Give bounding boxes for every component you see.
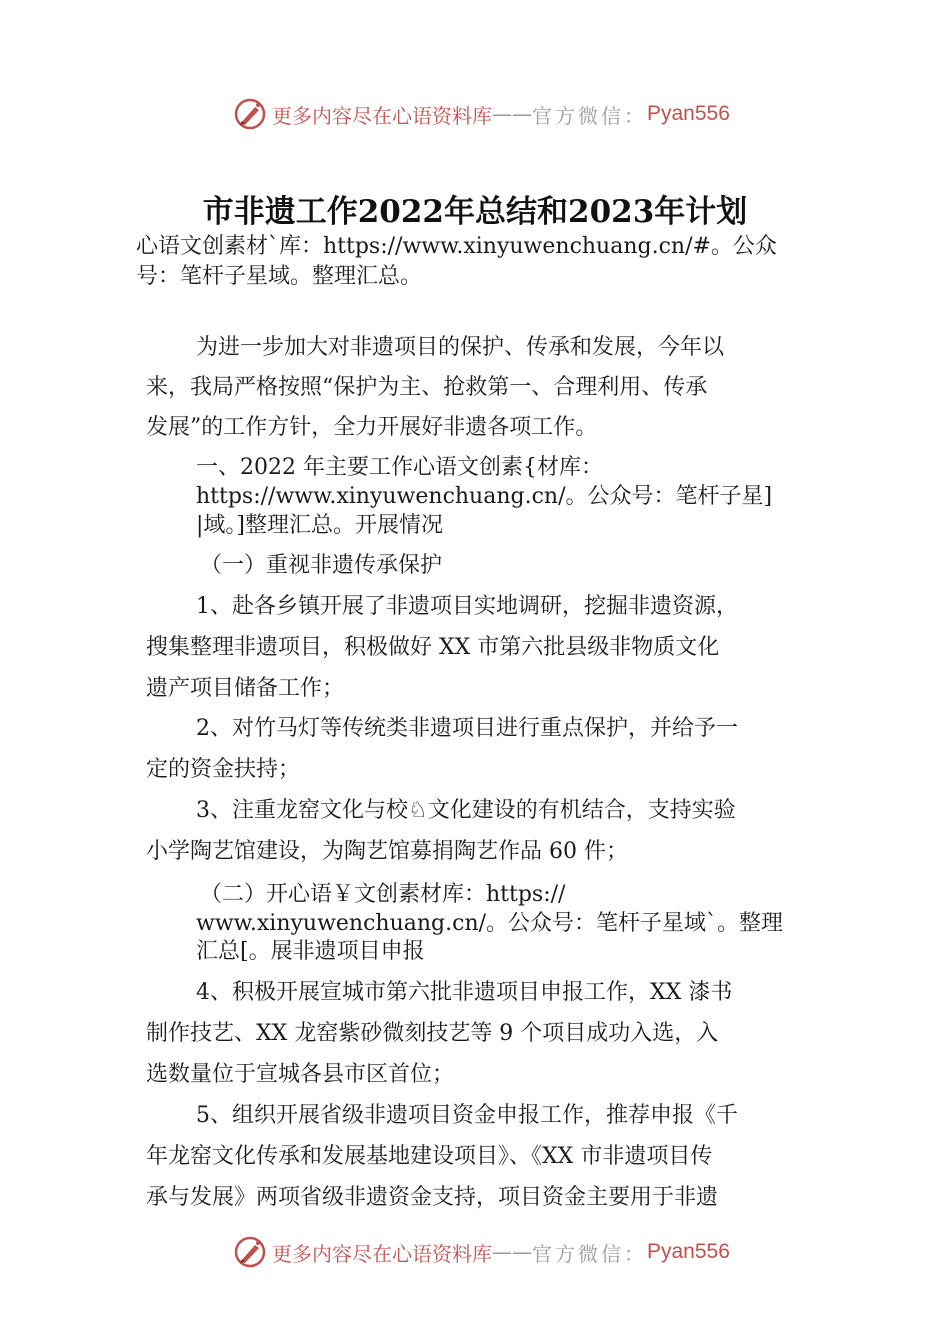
body-line: 承与发展》两项省级非遗资金支持，项目资金主要用于非遗	[146, 1185, 719, 1210]
subsection-heading: （一）重视非遗传承保护	[200, 553, 443, 578]
body-line: 定的资金扶持；	[146, 757, 301, 782]
section-heading: 一、2022 年主要工作心语文创素{材库：	[196, 455, 603, 480]
body-line: 遗产项目储备工作；	[146, 676, 345, 701]
brand-logo-icon	[232, 96, 268, 132]
banner-wechat-label: 官方微信：	[532, 1241, 647, 1266]
body-line: |域。]整理汇总。开展情况	[196, 513, 443, 538]
banner-wechat-id: Pyan556	[647, 102, 730, 125]
body-line: 2、对竹马灯等传统类非遗项目进行重点保护，并给予一	[196, 716, 738, 741]
body-line: 5、组织开展省级非遗项目资金申报工作，推荐申报《千	[196, 1103, 738, 1128]
footer-banner	[0, 1230, 950, 1274]
body-line: 为进一步加大对非遗项目的保护、传承和发展，今年以	[196, 335, 725, 360]
banner-brand-text: 更多内容尽在心语资料库	[272, 103, 492, 128]
body-line: 心语文创素材`库：https://www.xinyuwenchuang.cn/#。公众	[136, 234, 777, 259]
body-line: 来，我局严格按照“保护为主、抢救第一、合理利用、传承	[146, 375, 708, 400]
body-line: 年龙窑文化传承和发展基地建设项目》、《XX 市非遗项目传	[146, 1144, 713, 1169]
banner-wechat-label: 官方微信：	[532, 103, 647, 128]
body-line: 搜集整理非遗项目，积极做好 XX 市第六批县级非物质文化	[146, 635, 720, 660]
body-line: 小学陶艺馆建设，为陶艺馆募捐陶艺作品 60 件；	[146, 839, 628, 864]
banner-wechat-id: Pyan556	[647, 1240, 730, 1263]
banner-dash: ——	[492, 102, 532, 126]
body-line: 发展”的工作方针，全力开展好非遗各项工作。	[146, 415, 598, 440]
body-line: 号：笔杆子星域。整理汇总。	[136, 264, 423, 289]
brand-logo-icon	[232, 1234, 268, 1270]
body-line: 4、积极开展宣城市第六批非遗项目申报工作，XX 漆书	[196, 980, 733, 1005]
body-line: 选数量位于宣城各县市区首位；	[146, 1062, 455, 1087]
document-title: 市非遗工作2022年总结和2023年计划	[202, 194, 748, 230]
body-line: www.xinyuwenchuang.cn/。公众号：笔杆子星域`。整理	[196, 911, 784, 936]
banner-brand-text: 更多内容尽在心语资料库	[272, 1241, 492, 1266]
body-line: 制作技艺、XX 龙窑紫砂微刻技艺等 9 个项目成功入选，入	[146, 1021, 719, 1046]
subsection-heading: （二）开心语￥文创素材库：https://	[200, 882, 566, 907]
body-line: https://www.xinyuwenchuang.cn/。公众号：笔杆子星]	[196, 484, 773, 509]
body-line: 1、赴各乡镇开展了非遗项目实地调研，挖掘非遗资源，	[196, 594, 738, 619]
body-line: 3、注重龙窑文化与校♘文化建设的有机结合，支持实验	[196, 798, 736, 823]
header-banner	[0, 92, 950, 136]
banner-dash: ——	[492, 1240, 532, 1264]
body-line: 汇总[。展非遗项目申报	[196, 939, 425, 964]
